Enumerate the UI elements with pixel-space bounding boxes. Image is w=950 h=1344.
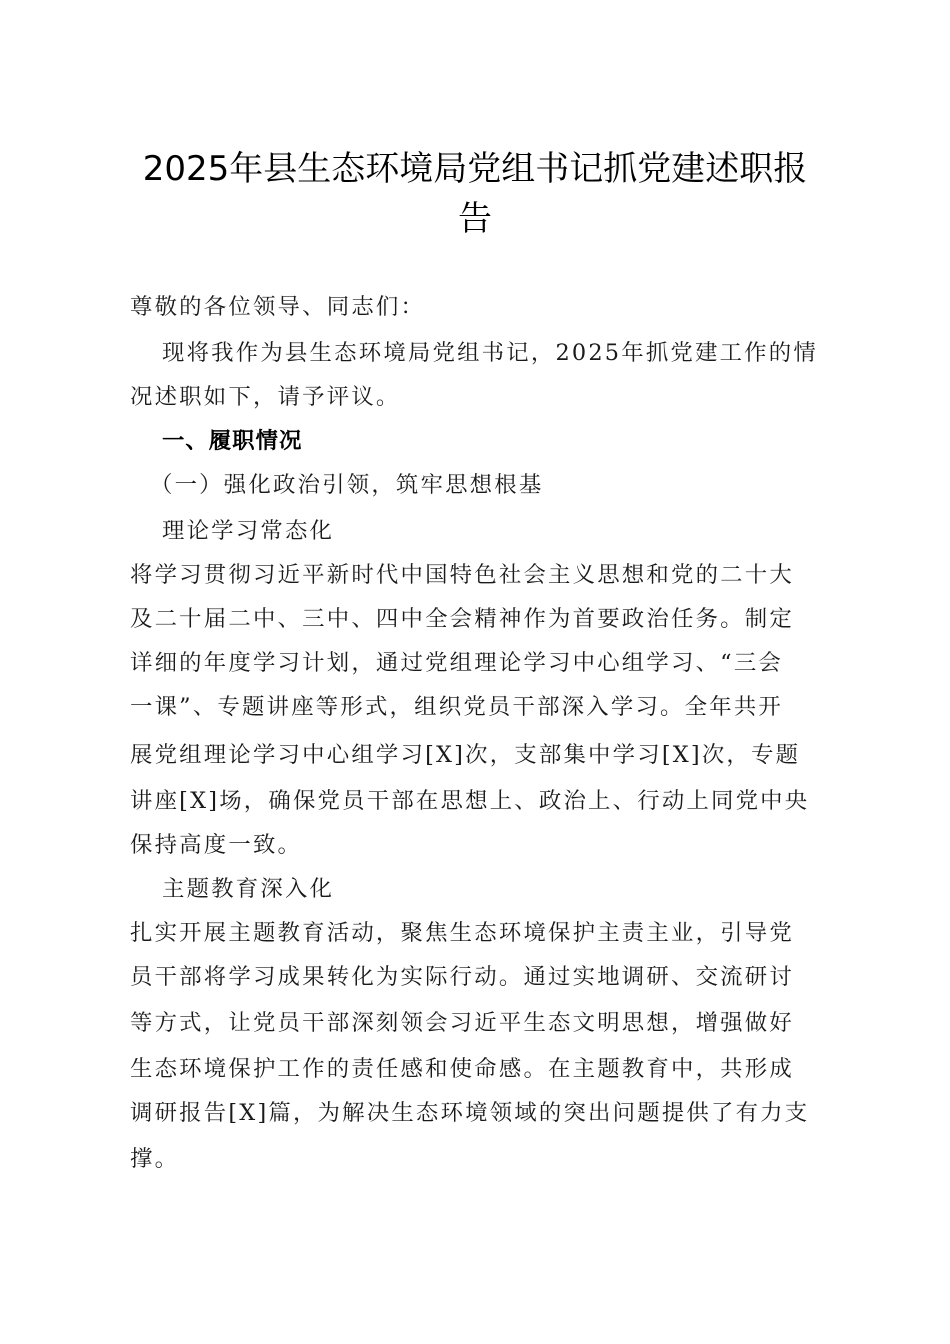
body-line: 及二十届二中、三中、四中全会精神作为首要政治任务。制定	[130, 606, 794, 632]
intro-line: 况述职如下，请予评议。	[130, 384, 401, 410]
body-line: 生态环境保护工作的责任感和使命感。在主题教育中，共形成	[130, 1056, 794, 1082]
body-line: 详细的年度学习计划，通过党组理论学习中心组学习、“三会	[130, 650, 784, 676]
document-title-line-2: 告	[458, 199, 492, 239]
body-line: 展党组理论学习中心组学习[X]次，支部集中学习[X]次，专题	[130, 742, 801, 768]
section-heading: 一、履职情况	[162, 428, 303, 454]
body-line: 保持高度一致。	[130, 832, 303, 858]
body-line: 将学习贯彻习近平新时代中国特色社会主义思想和党的二十大	[130, 562, 794, 588]
topic-heading: 理论学习常态化	[162, 518, 335, 544]
body-line: 撑。	[130, 1146, 180, 1172]
body-line: 等方式，让党员干部深刻领会习近平生态文明思想，增强做好	[130, 1010, 794, 1036]
body-line: 员干部将学习成果转化为实际行动。通过实地调研、交流研讨	[130, 964, 794, 990]
body-line: 扎实开展主题教育活动，聚焦生态环境保护主责主业，引导党	[130, 920, 794, 946]
body-line: 讲座[X]场，确保党员干部在思想上、政治上、行动上同党中央	[130, 788, 810, 814]
document-title-line-1: 2025年县生态环境局党组书记抓党建述职报	[142, 149, 808, 189]
subsection-heading: （一）强化政治引领，筑牢思想根基	[150, 472, 544, 498]
topic-heading: 主题教育深入化	[162, 876, 335, 902]
salutation: 尊敬的各位领导、同志们：	[130, 294, 426, 320]
body-line: 调研报告[X]篇，为解决生态环境领域的突出问题提供了有力支	[130, 1100, 810, 1126]
intro-line: 现将我作为县生态环境局党组书记，2025年抓党建工作的情	[162, 340, 818, 366]
body-line: 一课”、专题讲座等形式，组织党员干部深入学习。全年共开	[130, 694, 784, 720]
